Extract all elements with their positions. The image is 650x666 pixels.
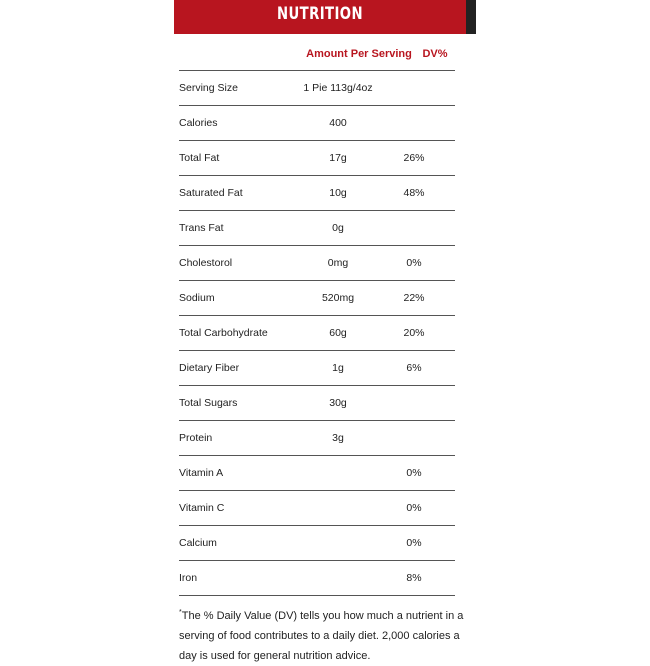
nutrient-name: Dietary Fiber <box>179 362 240 374</box>
nutrient-dv: 26% <box>403 152 425 164</box>
nutrient-amount: 10g <box>329 187 347 199</box>
table-row <box>179 176 455 211</box>
nutrient-dv: 0% <box>406 537 422 549</box>
table-row <box>179 71 455 106</box>
nutrient-dv: 0% <box>406 502 422 514</box>
table-row <box>179 561 455 596</box>
nutrition-panel <box>174 0 476 662</box>
nutrient-name: Vitamin C <box>179 502 225 514</box>
nutrition-header <box>174 0 476 34</box>
table-row <box>179 211 455 246</box>
table-row <box>179 456 455 491</box>
nutrient-amount: 1 Pie 113g/4oz <box>303 82 373 94</box>
nutrient-amount: 520mg <box>321 292 355 304</box>
nutrient-amount: 1g <box>332 362 344 374</box>
table-row <box>179 281 455 316</box>
nutrient-dv: 0% <box>406 257 422 269</box>
footnote-marker: * <box>179 609 182 616</box>
header-edge-decoration <box>466 0 476 34</box>
nutrient-amount: 0mg <box>327 257 349 269</box>
nutrient-dv: 6% <box>406 362 422 374</box>
nutrient-name: Trans Fat <box>179 222 224 234</box>
nutrient-amount: 17g <box>329 152 347 164</box>
nutrient-name: Calcium <box>179 537 217 549</box>
table-row <box>179 141 455 176</box>
nutrient-name: Cholestorol <box>179 257 233 269</box>
column-header-amount: Amount Per Serving <box>306 48 412 60</box>
column-header-dv: DV% <box>422 48 448 60</box>
nutrition-table <box>179 71 455 596</box>
nutrient-amount: 60g <box>329 327 347 339</box>
nutrient-name: Sodium <box>179 292 215 304</box>
footnote-text: The % Daily Value (DV) tells you how much a nutrient in a serving of food contributes to a daily diet. 2,000 calories a day is used for general nutrition advice. <box>179 610 464 662</box>
nutrient-dv: 48% <box>403 187 425 199</box>
nutrient-dv: 0% <box>406 467 422 479</box>
nutrient-amount: 400 <box>329 117 347 129</box>
table-row <box>179 351 455 386</box>
nutrient-name: Iron <box>179 572 198 584</box>
table-row <box>179 316 455 351</box>
nutrient-dv: 8% <box>406 572 422 584</box>
nutrient-name: Total Sugars <box>179 397 238 409</box>
nutrient-name: Total Fat <box>179 152 220 164</box>
table-row <box>179 246 455 281</box>
table-row <box>179 491 455 526</box>
nutrient-amount: 30g <box>329 397 347 409</box>
nutrient-name: Saturated Fat <box>179 187 243 199</box>
daily-value-footnote <box>179 603 465 666</box>
table-row <box>179 421 455 456</box>
nutrient-name: Protein <box>179 432 213 444</box>
table-row <box>179 526 455 561</box>
nutrient-amount: 3g <box>332 432 344 444</box>
nutrient-dv: 22% <box>403 292 425 304</box>
table-row <box>179 386 455 421</box>
nutrient-name: Total Carbohydrate <box>179 327 268 339</box>
nutrient-name: Calories <box>179 117 218 129</box>
nutrition-title: NUTRITION <box>277 4 363 24</box>
table-column-headers <box>179 40 455 71</box>
table-row <box>179 106 455 141</box>
nutrient-name: Vitamin A <box>179 467 224 479</box>
nutrient-dv: 20% <box>403 327 425 339</box>
nutrient-amount: 0g <box>332 222 344 234</box>
nutrient-name: Serving Size <box>179 82 238 94</box>
